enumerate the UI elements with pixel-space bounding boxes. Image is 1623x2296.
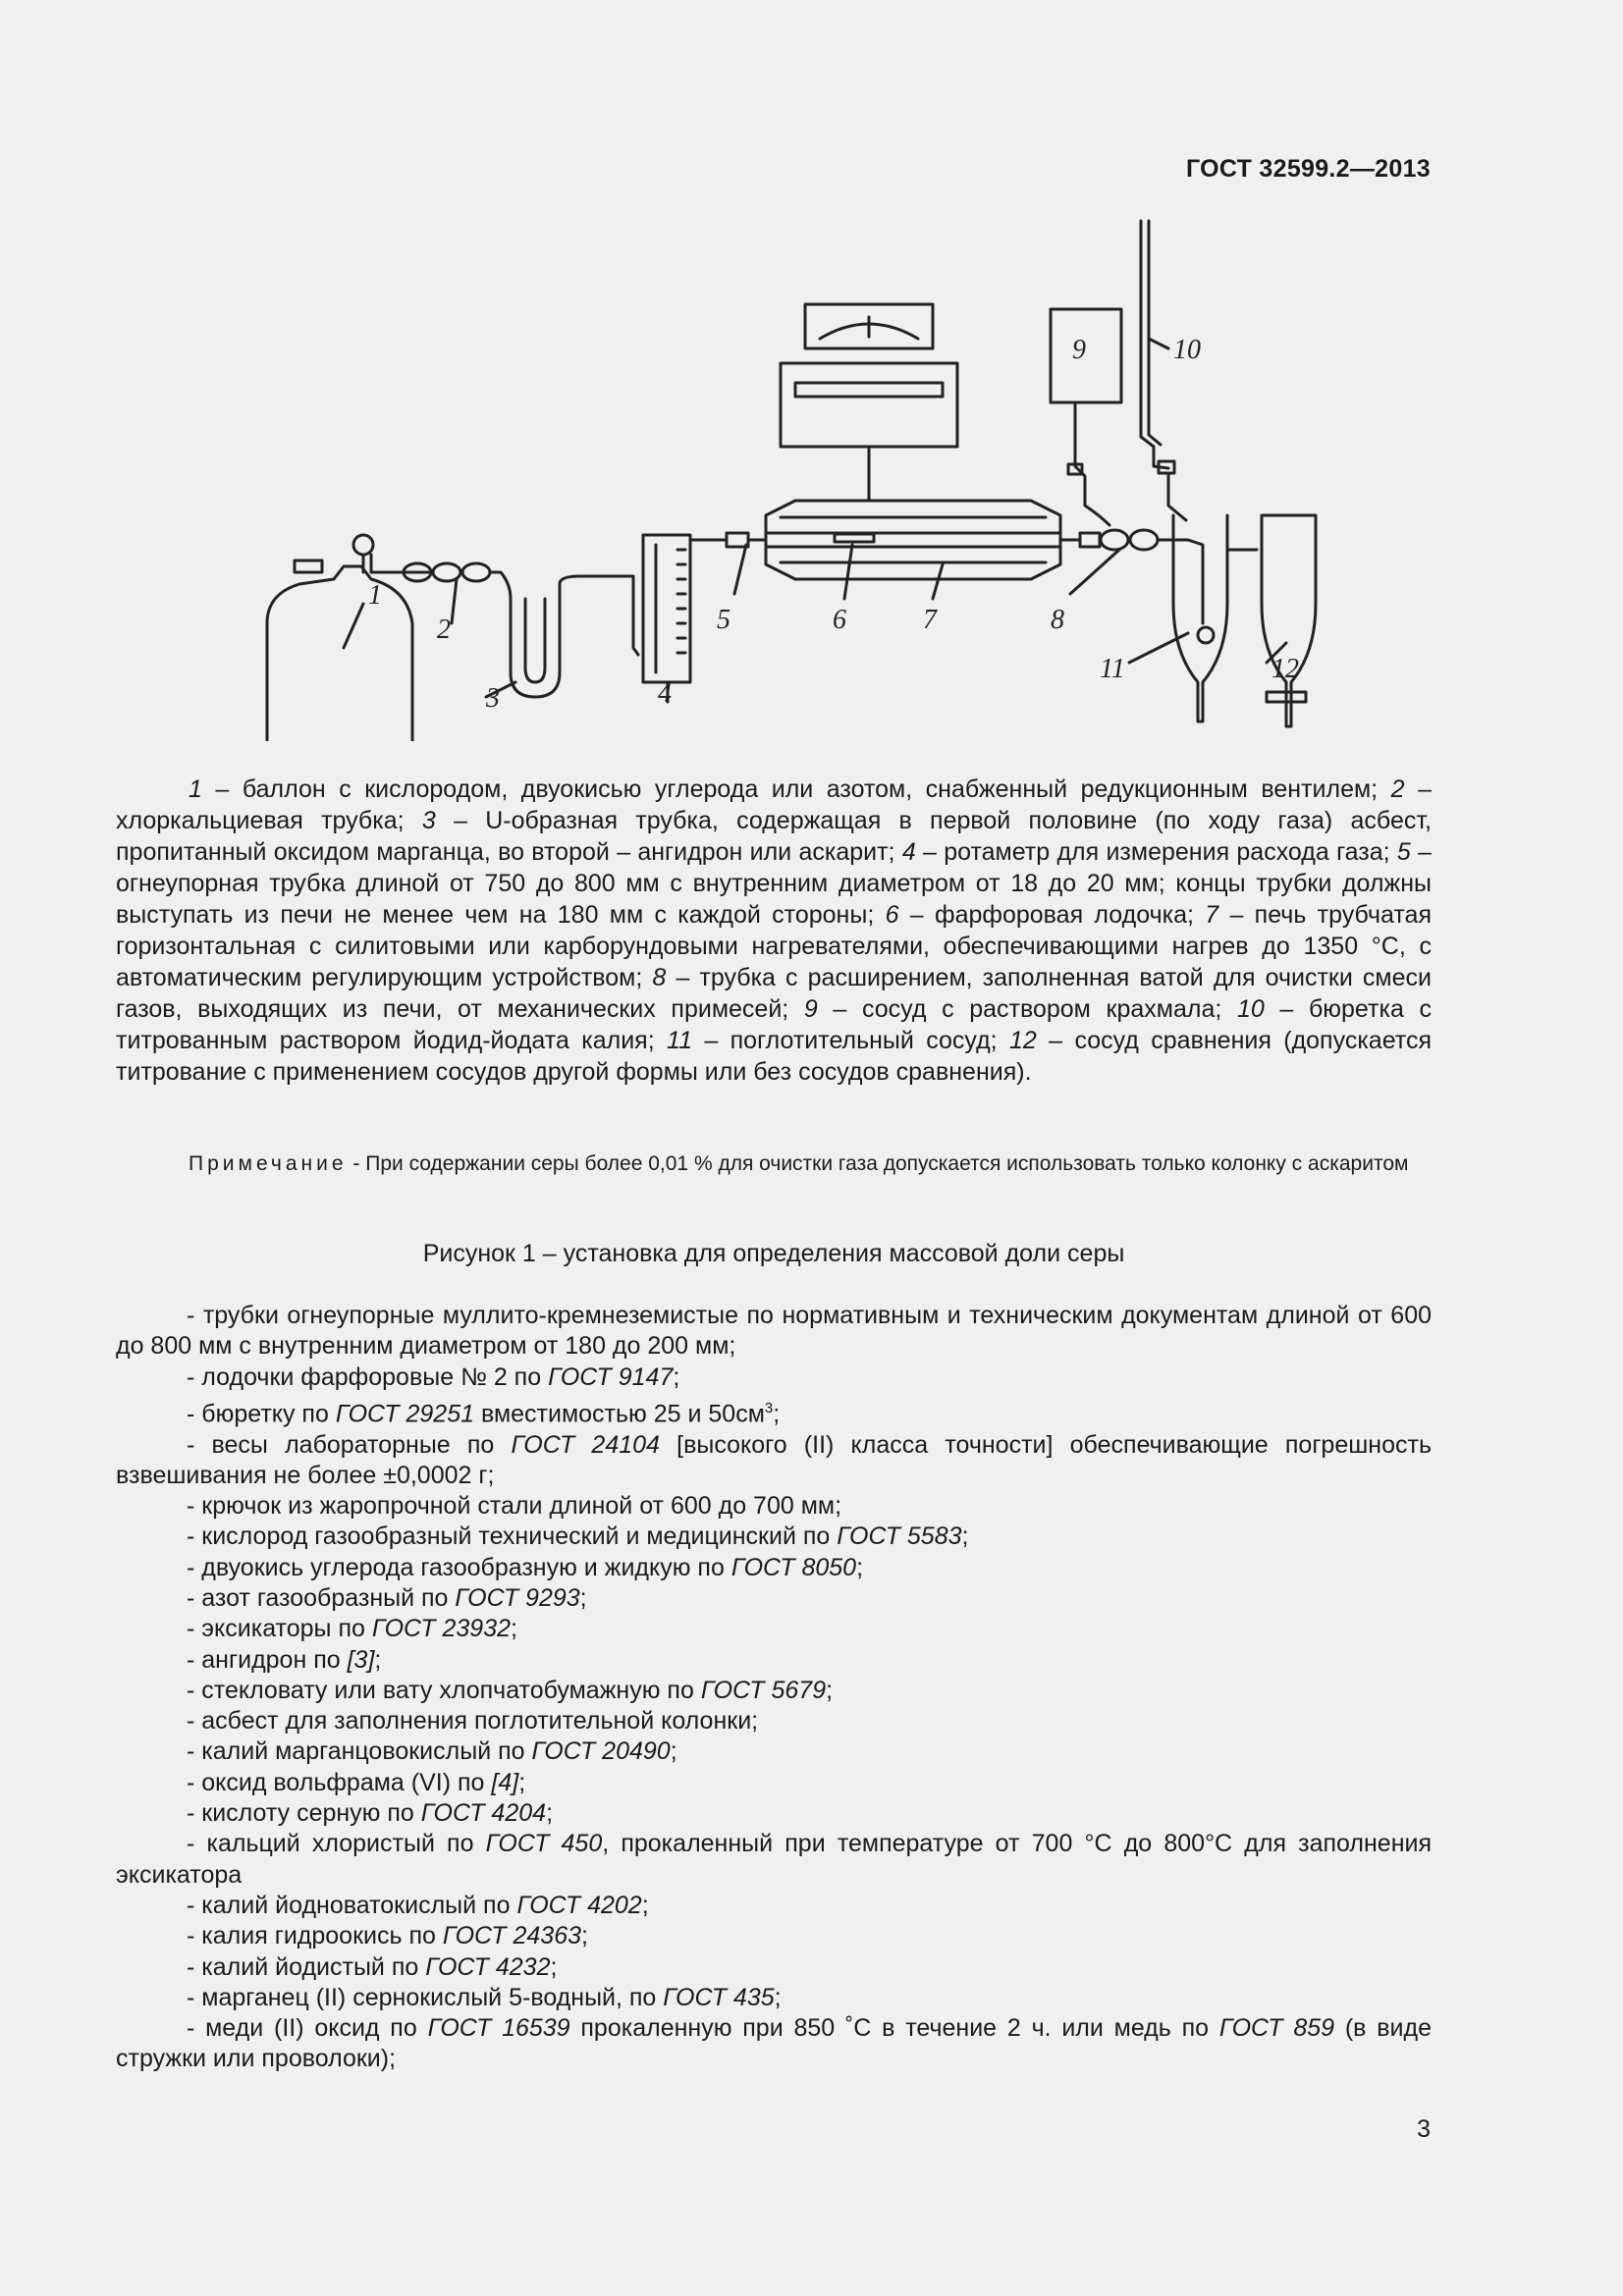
text-run: ; [961, 1522, 969, 1551]
label-8: 8 [1051, 605, 1064, 635]
list-item [116, 1430, 1432, 1492]
reference-text: ГОСТ 9293 [455, 1584, 580, 1612]
list-item [116, 1798, 1432, 1829]
label-12: 12 [1271, 654, 1299, 684]
text-run: – сосуд с раствором крахмала; [817, 995, 1237, 1023]
list-item [116, 1553, 1432, 1583]
text-run: – бюретка с титрованным раствором йодид-йодата калия; [116, 995, 1432, 1054]
document-code: ГОСТ 32599.2—2013 [1185, 155, 1431, 183]
text-run: ; [670, 1737, 677, 1766]
reference-text: ГОСТ 29251 [335, 1400, 475, 1428]
reference-text: 2 [1390, 775, 1405, 803]
label-1: 1 [368, 580, 382, 611]
text-run: - трубки огнеупорные муллито-кремнеземистые по нормативным и техническим документам длиной от 600 до 800 мм с внутренним диаметром от 180 до 200 мм; [116, 1302, 1432, 1361]
text-run: – сосуд сравнения (допускается титрование с применением сосудов другой формы или без сосудов сравнения). [116, 1027, 1432, 1086]
label-7: 7 [923, 605, 937, 635]
list-item [116, 1491, 1432, 1522]
figure-legend [116, 774, 1432, 1088]
apparatus-figure [245, 211, 1325, 741]
text-run: – ротаметр для измерения расхода газа; [915, 838, 1397, 866]
text-run: ; [546, 1799, 554, 1828]
equipment-list [116, 1301, 1432, 2075]
text-run: – U-образная трубка, содержащая в первой половине (по ходу газа) асбест, пропитанный оксидом марганца, во второй – ангидрон или аскарит; [116, 807, 1432, 866]
reference-text: ГОСТ 4204 [420, 1799, 547, 1828]
list-item [116, 1301, 1432, 1362]
text-run: (в виде стружки или проволоки); [116, 2014, 1432, 2073]
text-run: – хлоркальциевая трубка; [116, 775, 1432, 834]
list-item [116, 1645, 1432, 1676]
text-run: - кислоту серную по [187, 1799, 421, 1828]
text-run: - крючок из жаропрочной стали длиной от 600 до 700 мм; [187, 1492, 842, 1521]
label-3: 3 [486, 683, 500, 714]
text-run: ; [581, 1922, 588, 1950]
text-run: - ангидрон по [187, 1645, 348, 1674]
text-run: – баллон с кислородом, двуокисью углерода или азотом, снабженный редукционным вентилем; [201, 775, 1391, 803]
text-run: - стекловату или вату хлопчатобумажную по [187, 1676, 701, 1704]
label-9: 9 [1072, 335, 1086, 365]
reference-text: 3 [421, 807, 436, 834]
reference-text: ГОСТ 435 [663, 1983, 775, 2011]
list-item [116, 1768, 1432, 1798]
text-run: прокаленную при 850 ˚С в течение 2 ч. или медь по [569, 2014, 1219, 2043]
list-item [116, 1891, 1432, 1921]
reference-text: ГОСТ 9147 [548, 1362, 674, 1391]
text-run: - эксикаторы по [187, 1615, 372, 1643]
note-label: Примечание [189, 1152, 348, 1175]
reference-text: ГОСТ 4202 [516, 1891, 642, 1919]
text-run: – поглотительный сосуд; [691, 1027, 1009, 1054]
text-run: - кислород газообразный технический и медицинский по [187, 1522, 838, 1551]
list-item [116, 1736, 1432, 1767]
reference-text: ГОСТ 4232 [425, 1952, 551, 1981]
figure-caption: Рисунок 1 – установка для определения массовой доли серы [422, 1240, 1125, 1267]
list-item [116, 1706, 1432, 1736]
text-run: - двуокись углерода газообразную и жидкую по [187, 1553, 731, 1581]
list-item [116, 1583, 1432, 1614]
rotameter-scale [677, 550, 685, 653]
reference-text: ГОСТ 8050 [730, 1553, 857, 1581]
text-run: [высокого (II) класса точности] обеспечивающие погрешность взвешивания не более ±0,0002 г; [116, 1430, 1432, 1489]
reference-text: [3] [347, 1645, 375, 1674]
reference-text: 9 [803, 995, 818, 1023]
reference-text: ГОСТ 16539 [427, 2014, 570, 2043]
list-item [116, 1676, 1432, 1706]
reference-text: ГОСТ 450 [485, 1830, 603, 1858]
text-run: - весы лабораторные по [187, 1430, 512, 1459]
reference-text: ГОСТ 859 [1218, 2014, 1335, 2043]
text-run: - азот газообразный по [187, 1584, 456, 1612]
label-4: 4 [658, 678, 672, 709]
reference-text: 11 [667, 1027, 692, 1054]
label-2: 2 [437, 614, 451, 645]
text-run: ; [518, 1768, 526, 1796]
text-run: вместимостью 25 и 50см [474, 1400, 765, 1428]
text-run: ; [856, 1553, 864, 1581]
text-run: ; [511, 1615, 517, 1643]
text-run: ; [550, 1952, 558, 1981]
text-run: ; [774, 1983, 782, 2011]
reference-text: ГОСТ 5583 [837, 1522, 962, 1551]
text-run: – печь трубчатая горизонтальная с силитовыми или карборундовыми нагревателями, обеспечивающими нагрев до 1350 °С, с автоматическим регулирующим устройством; [116, 901, 1432, 991]
text-run: ; [374, 1645, 382, 1674]
list-item [116, 1921, 1432, 1951]
reference-text: [4] [491, 1768, 519, 1796]
list-item [116, 1829, 1432, 1891]
label-11: 11 [1100, 654, 1125, 684]
text-run: - меди (II) оксид по [187, 2014, 428, 2043]
text-run: – огнеупорная трубка длиной от 750 до 800 мм с внутренним диаметром от 18 до 20 мм; концы трубки должны выступать из печи не менее чем на 180 мм с каждой стороны; [116, 838, 1432, 929]
reference-text: 6 [885, 901, 899, 929]
text-run: - марганец (II) сернокислый 5-водный, по [187, 1983, 664, 2011]
list-item [116, 1393, 1432, 1430]
list-item [116, 2013, 1432, 2075]
reference-text: ГОСТ 24363 [442, 1922, 582, 1950]
text-run: - лодочки фарфоровые № 2 по [187, 1362, 549, 1391]
text-run: ; [579, 1584, 587, 1612]
list-item [116, 1983, 1432, 2013]
reference-text: ГОСТ 23932 [371, 1615, 512, 1643]
list-item [116, 1952, 1432, 1983]
text-run: – трубка с расширением, заполненная ватой для очистки смеси газов, выходящих из печи, от механических примесей; [116, 964, 1432, 1023]
text-run: - бюретку по [187, 1400, 336, 1428]
text-run: - кальций хлористый по [187, 1830, 486, 1858]
figure-note [116, 1150, 1432, 1178]
text-run: ; [826, 1676, 834, 1704]
text-run: 3 [764, 1399, 774, 1416]
reference-text: 7 [1205, 901, 1219, 929]
reference-text: 1 [189, 775, 202, 803]
text-run: - асбест для заполнения поглотительной колонки; [187, 1707, 759, 1735]
text-run: ; [641, 1891, 649, 1919]
list-item [116, 1362, 1432, 1393]
list-item [116, 1614, 1432, 1644]
text-run: – фарфоровая лодочка; [898, 901, 1206, 929]
reference-text: 8 [652, 964, 667, 991]
note-text: При содержании серы более 0,01 % для очистки газа допускается использовать только колонку с аскаритом [365, 1152, 1409, 1175]
text-run: - калия гидроокись по [187, 1922, 443, 1950]
reference-text: 12 [1009, 1027, 1037, 1054]
list-item [116, 1522, 1432, 1552]
page-number: 3 [1417, 2115, 1431, 2143]
text-run: - калий йодистый по [187, 1952, 426, 1981]
text-run: ; [673, 1362, 680, 1391]
reference-text: 4 [901, 838, 916, 866]
note-dash: - [347, 1152, 366, 1175]
text-run: - калий марганцовокислый по [187, 1737, 532, 1766]
reference-text: ГОСТ 20490 [531, 1737, 671, 1766]
reference-text: ГОСТ 5679 [700, 1676, 827, 1704]
text-run: - оксид вольфрама (VI) по [187, 1768, 492, 1796]
label-5: 5 [717, 605, 730, 635]
label-6: 6 [833, 605, 846, 635]
reference-text: 10 [1236, 995, 1265, 1023]
text-run: , прокаленный при температуре от 700 °С до 800°С для заполнения эксикатора [116, 1830, 1432, 1889]
text-run: ; [773, 1400, 781, 1428]
label-10: 10 [1173, 335, 1201, 365]
text-run: - калий йодноватокислый по [187, 1891, 517, 1919]
reference-text: 5 [1396, 838, 1411, 866]
reference-text: ГОСТ 24104 [511, 1430, 660, 1459]
apparatus-diagram [245, 211, 1325, 741]
